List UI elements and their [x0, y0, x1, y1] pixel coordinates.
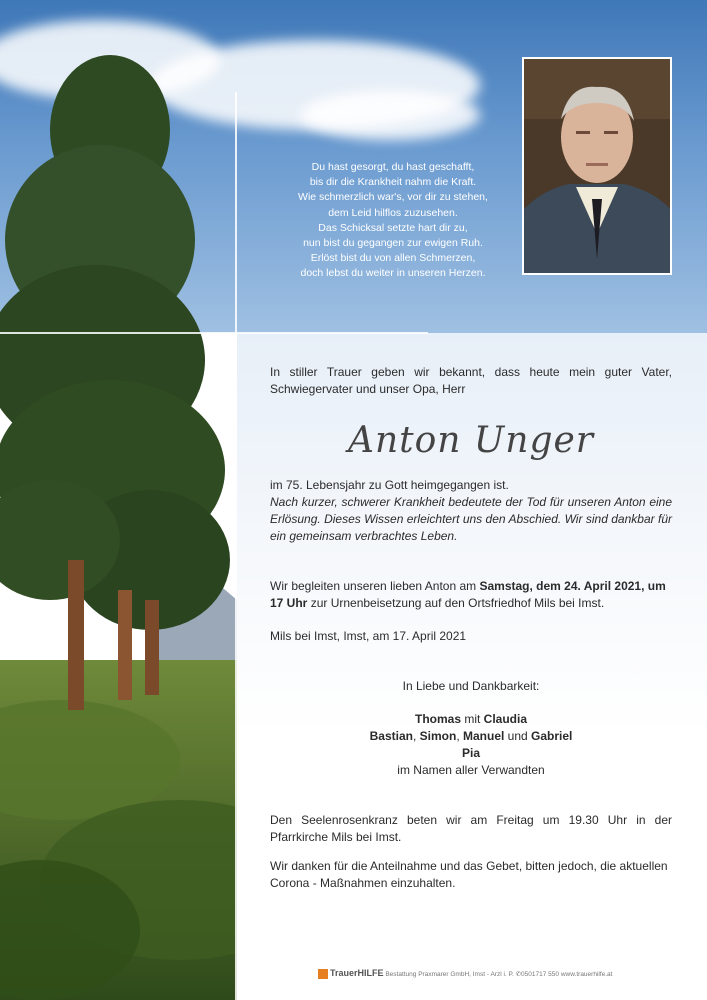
poem-line: dem Leid hilflos zuzusehen.	[328, 206, 458, 219]
family-connector: mit	[461, 712, 484, 726]
funeral-post: zur Urnenbeisetzung auf den Ortsfriedhof Mils bei Imst.	[307, 596, 605, 610]
deceased-name: Anton Unger	[347, 420, 595, 461]
funeral-time: um 17 Uhr	[270, 579, 666, 610]
family-name: Manuel	[462, 729, 505, 743]
intro-text: In stiller Trauer geben wir bekannt, dass heute mein guter Vater, Schwiegervater und unser Opa, Herr	[270, 365, 672, 396]
brand-logo-icon	[318, 969, 328, 979]
family-line-3	[270, 745, 672, 762]
poem-line: Erlöst bist du von allen Schmerzen,	[310, 252, 476, 265]
family-name: Thomas	[414, 712, 461, 726]
footer-text: Bestattung Praxmarer GmbH, Imst - Arzl i. P. ✆0501717 550 www.trauerhilfe.at	[385, 971, 613, 978]
portrait-photo	[522, 57, 672, 275]
family-line-1	[270, 711, 672, 728]
family-name: Gabriel	[531, 729, 573, 743]
cloud-shape	[300, 90, 480, 140]
family-name: Bastian	[369, 729, 413, 743]
landscape-image	[0, 0, 237, 1000]
footer-brand: TrauerHILFE	[330, 968, 384, 978]
thanks-text: Wir danken für die Anteilnahme und das Gebet, bitten jedoch, die aktuellen Corona - Maßnahmen einzuhalten.	[270, 859, 668, 890]
poem-line: doch lebst du weiter in unseren Herzen.	[300, 267, 486, 280]
funeral-date: Samstag, dem 24. April 2021,	[479, 579, 645, 593]
family-line-4: im Namen aller Verwandten	[397, 763, 545, 777]
rosary-text: Den Seelenrosenkranz beten wir am Freitag um 19.30 Uhr in der Pfarrkirche Mils bei Imst.	[270, 813, 672, 844]
family-connector: ,	[412, 729, 420, 743]
family-connector: und	[504, 729, 532, 743]
family-name: Pia	[461, 746, 480, 760]
footer	[318, 968, 698, 979]
italic-statement: Nach kurzer, schwerer Krankheit bedeutete der Tod für unseren Anton eine Erlösung. Dieses Wissen erleichtert uns den Abschied. Wir sind dankbar für ein gemeinsam verbrachtes Leben.	[270, 495, 672, 543]
poem-line: bis dir die Krankheit nahm die Kraft.	[309, 176, 477, 189]
family-name: Simon	[419, 729, 457, 743]
cross-vertical	[235, 92, 237, 1000]
poem-line: Das Schicksal setzte hart dir zu,	[318, 221, 468, 234]
poem-line: nun bist du gegangen zur ewigen Ruh.	[303, 237, 483, 250]
poem	[270, 160, 516, 282]
place-date: Mils bei Imst, Imst, am 17. April 2021	[270, 629, 467, 643]
family-name: Claudia	[483, 712, 528, 726]
cross-horizontal	[0, 332, 428, 334]
age-line: im 75. Lebensjahr zu Gott heimgegangen ist.	[270, 478, 509, 492]
funeral-info	[270, 578, 672, 612]
poem-line: Wie schmerzlich war's, vor dir zu stehen,	[298, 191, 488, 204]
funeral-pre: Wir begleiten unseren lieben Anton am	[270, 579, 480, 593]
family-intro: In Liebe und Dankbarkeit:	[402, 679, 540, 693]
family-connector: ,	[456, 729, 463, 743]
family-line-2	[270, 728, 672, 745]
poem-line: Du hast gesorgt, du hast geschafft,	[311, 161, 475, 173]
